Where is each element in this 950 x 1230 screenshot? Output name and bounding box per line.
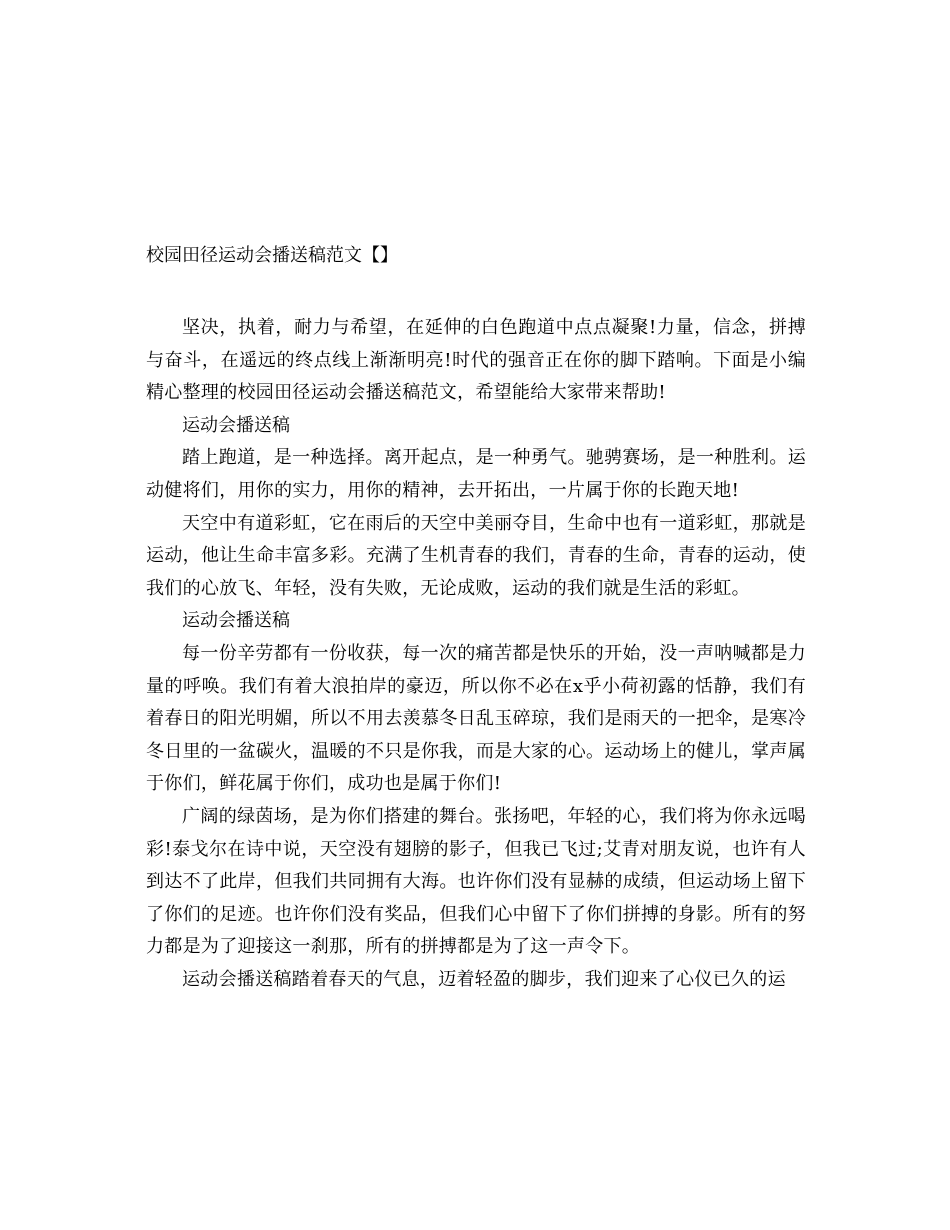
body-paragraph: 踏上跑道，是一种选择。离开起点，是一种勇气。驰骋赛场，是一种胜利。运动健将们，用你的实力，用你的精神，去开拓出，一片属于你的长跑天地!: [146, 447, 806, 501]
section-heading: 运动会播送稿: [182, 610, 290, 632]
section-heading: 运动会播送稿: [182, 414, 290, 436]
body-paragraph: 运动会播送稿踏着春天的气息，迈着轻盈的脚步，我们迎来了心仪已久的运: [182, 968, 786, 990]
intro-paragraph: 坚决，执着，耐力与希望，在延伸的白色跑道中点点凝聚!力量，信念，拼搏与奋斗，在遥远的终点线上渐渐明亮!时代的强音正在你的脚下踏响。下面是小编精心整理的校园田径运动会播送稿范文，希望能给大家带来帮助!: [146, 317, 806, 404]
document-body: [146, 312, 806, 996]
document-title: 校园田径运动会播送稿范文【】: [146, 245, 398, 266]
body-paragraph: 每一份辛劳都有一份收获，每一次的痛苦都是快乐的开始，没一声呐喊都是力量的呼唤。我们有着大浪拍岸的豪迈，所以你不必在x乎小荷初露的恬静，我们有着春日的阳光明媚，所以不用去羡慕冬日乱玉碎琼，我们是雨天的一把伞，是寒冷冬日里的一盆碳火，温暖的不只是你我，而是大家的心。运动场上的健儿，掌声属于你们，鲜花属于你们，成功也是属于你们!: [146, 642, 806, 795]
body-paragraph: 天空中有道彩虹，它在雨后的天空中美丽夺目，生命中也有一道彩虹，那就是运动，他让生命丰富多彩。充满了生机青春的我们，青春的生命，青春的运动，使我们的心放飞、年轻，没有失败，无论成败，运动的我们就是生活的彩虹。: [146, 512, 806, 599]
body-paragraph: 广阔的绿茵场，是为你们搭建的舞台。张扬吧，年轻的心，我们将为你永远喝彩!泰戈尔在诗中说，天空没有翅膀的影子，但我已飞过;艾青对朋友说，也许有人到达不了此岸，但我们共同拥有大海。也许你们没有显赫的成绩，但运动场上留下了你们的足迹。也许你们没有奖品，但我们心中留下了你们拼搏的身影。所有的努力都是为了迎接这一刹那，所有的拼搏都是为了这一声令下。: [146, 805, 806, 958]
